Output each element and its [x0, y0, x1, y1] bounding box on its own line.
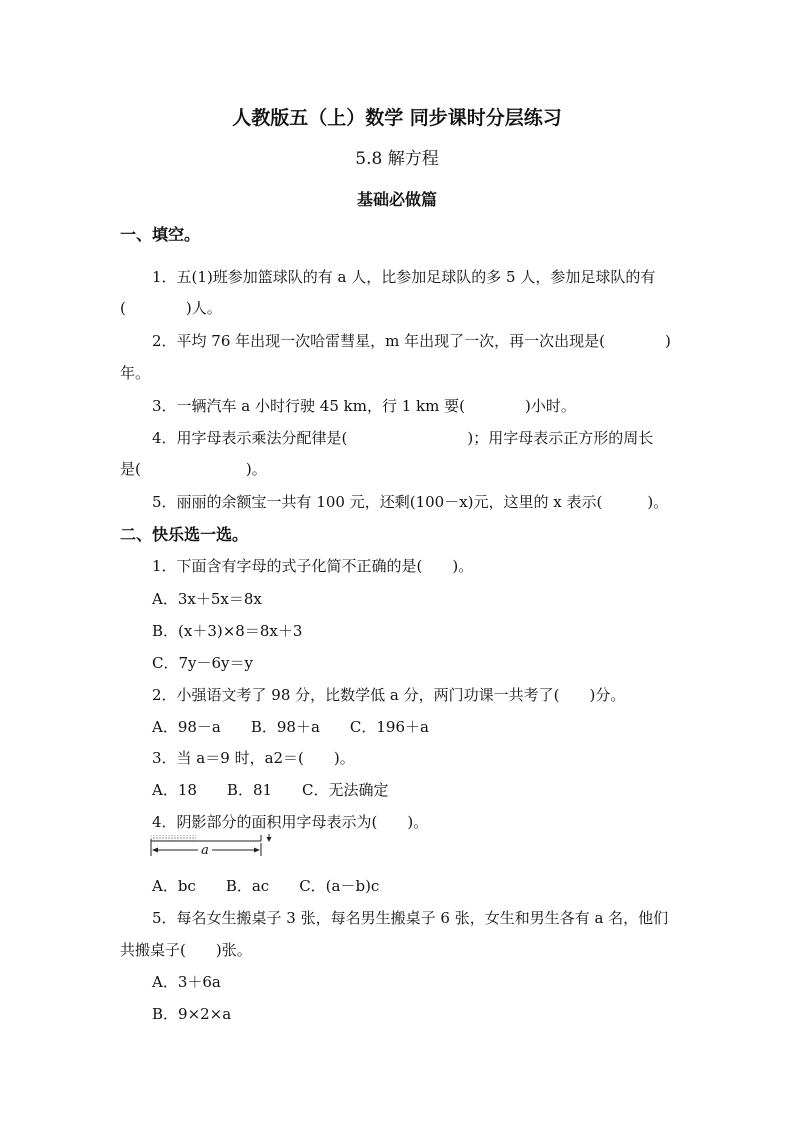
- fill-q2-line2: 年。: [120, 364, 151, 382]
- choice-q3: 3．当 a＝9 时，a2＝( )。: [152, 749, 355, 767]
- shaded-rectangle-figure: [150, 834, 278, 858]
- fill-q2-line1: 2．平均 76 年出现一次哈雷彗星，m 年出现了一次，再一次出现是( ): [152, 332, 671, 350]
- section-choice-heading: 二、快乐选一选。: [120, 525, 249, 544]
- choice-q2-options: A．98－a B．98＋a C．196＋a: [152, 718, 429, 736]
- page-title: 人教版五（上）数学 同步课时分层练习: [232, 107, 562, 129]
- shaded-region: [151, 835, 196, 841]
- choice-q5-line1: 5．每名女生搬桌子 3 张，每名男生搬桌子 6 张，女生和男生各有 a 名，他们: [152, 909, 669, 927]
- choice-q1-option-c: C．7y－6y＝y: [152, 654, 253, 672]
- choice-q4-options: A．bc B．ac C．(a－b)c: [152, 877, 380, 895]
- fill-q5: 5．丽丽的余额宝一共有 100 元，还剩(100－x)元，这里的 x 表示( )。: [152, 493, 669, 511]
- fill-q1-line2: ( )人。: [120, 299, 222, 317]
- choice-q4: 4．阴影部分的面积用字母表示为( )。: [152, 813, 429, 831]
- choice-q2: 2．小强语文考了 98 分，比数学低 a 分，两门功课一共考了( )分。: [152, 686, 626, 704]
- fill-q4-line2: 是( )。: [120, 460, 267, 478]
- fill-q1-line1: 1．五(1)班参加篮球队的有 a 人，比参加足球队的多 5 人，参加足球队的有: [152, 268, 656, 286]
- choice-q5-line2: 共搬桌子( )张。: [120, 941, 252, 959]
- choice-q5-option-a: A．3＋6a: [152, 973, 221, 991]
- choice-q1: 1．下面含有字母的式子化简不正确的是( )。: [152, 557, 474, 575]
- choice-q3-options: A．18 B．81 C．无法确定: [152, 781, 389, 799]
- choice-q1-option-a: A．3x＋5x＝8x: [152, 590, 262, 608]
- choice-q1-option-b: B．(x＋3)×8＝8x＋3: [152, 622, 303, 640]
- fill-q3: 3．一辆汽车 a 小时行驶 45 km，行 1 km 要( )小时。: [152, 397, 576, 415]
- figure-label-a: a: [201, 843, 209, 858]
- choice-q5-option-b: B．9×2×a: [152, 1005, 232, 1023]
- lesson-title: 5.8 解方程: [355, 149, 439, 169]
- fill-q4-line1: 4．用字母表示乘法分配律是( )；用字母表示正方形的周长: [152, 429, 654, 447]
- section-fill-heading: 一、填空。: [120, 225, 201, 244]
- level-title: 基础必做篇: [356, 190, 437, 209]
